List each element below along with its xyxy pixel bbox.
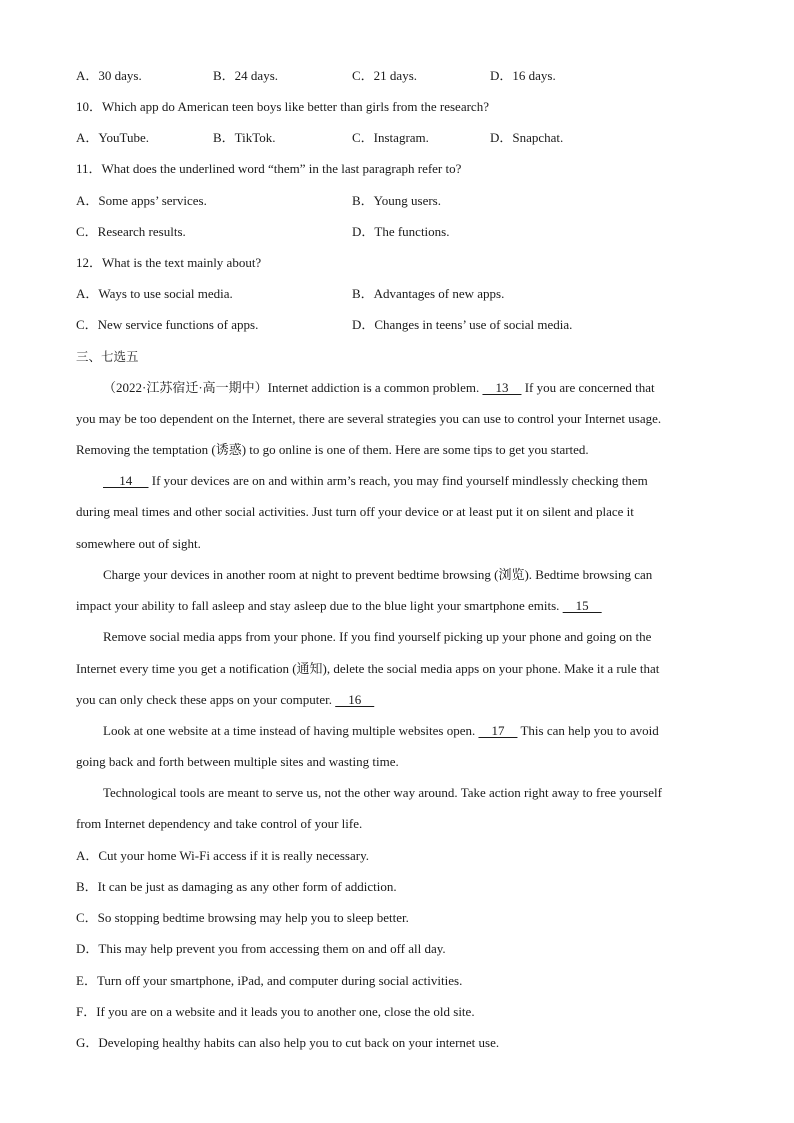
q10-option-a: A．YouTube. xyxy=(76,130,149,145)
choice-c: C．So stopping bedtime browsing may help you to sleep better. xyxy=(76,910,409,925)
q12-option-d: D．Changes in teens’ use of social media. xyxy=(352,317,573,332)
passage-p4-line2: Internet every time you get a notification (通知), delete the social media apps on your phone. Make it a rule that xyxy=(76,661,660,676)
passage-text: This can help you to avoid xyxy=(517,723,659,738)
passage-text: If you are concerned that xyxy=(521,380,655,395)
passage-p3-line1: Charge your devices in another room at night to prevent bedtime browsing (浏览). Bedtime browsing can xyxy=(103,567,653,582)
passage-p2-line1 xyxy=(103,472,718,490)
passage-text: you can only check these apps on your computer. xyxy=(76,692,336,707)
blank-17[interactable]: 17 xyxy=(478,723,518,738)
q10-option-c: C．Instagram. xyxy=(352,130,429,145)
section-title: 三、七选五 xyxy=(76,349,139,364)
passage-p3-line2 xyxy=(76,597,718,615)
choice-g: G．Developing healthy habits can also help you to cut back on your internet use. xyxy=(76,1035,500,1050)
q12-option-c: C．New service functions of apps. xyxy=(76,317,259,332)
passage-p4-line3 xyxy=(76,691,718,709)
blank-14[interactable]: 14 xyxy=(103,473,149,488)
q9-option-d: D．16 days. xyxy=(490,68,556,83)
passage-p5-line1 xyxy=(103,722,718,740)
q12-stem: 12．What is the text mainly about? xyxy=(76,255,262,270)
passage-p2-line2: during meal times and other social activities. Just turn off your device or at least put it on silent and place it xyxy=(76,504,634,519)
choice-b: B．It can be just as damaging as any other form of addiction. xyxy=(76,879,397,894)
q11-option-d: D．The functions. xyxy=(352,224,450,239)
q9-option-c: C．21 days. xyxy=(352,68,418,83)
q11-option-a: A．Some apps’ services. xyxy=(76,193,207,208)
choice-d: D．This may help prevent you from accessing them on and off all day. xyxy=(76,941,446,956)
q10-stem: 10．Which app do American teen boys like better than girls from the research? xyxy=(76,99,489,114)
passage-p1-line2: you may be too dependent on the Internet, there are several strategies you can use to control your Internet usage. xyxy=(76,411,662,426)
q11-option-b: B．Young users. xyxy=(352,193,441,208)
choice-f: F．If you are on a website and it leads you to another one, close the old site. xyxy=(76,1004,475,1019)
q9-option-b: B．24 days. xyxy=(213,68,279,83)
choice-e: E．Turn off your smartphone, iPad, and computer during social activities. xyxy=(76,973,463,988)
q11-option-c: C．Research results. xyxy=(76,224,186,239)
q11-stem: 11．What does the underlined word “them” in the last paragraph refer to? xyxy=(76,161,462,176)
q12-option-a: A．Ways to use social media. xyxy=(76,286,233,301)
blank-16[interactable]: 16 xyxy=(335,692,375,707)
passage-text: Look at one website at a time instead of having multiple websites open. xyxy=(103,723,479,738)
passage-p1-line3: Removing the temptation (诱惑) to go online is one of them. Here are some tips to get you started. xyxy=(76,442,589,457)
passage-p6-line2: from Internet dependency and take control of your life. xyxy=(76,816,363,831)
choice-a: A．Cut your home Wi-Fi access if it is really necessary. xyxy=(76,848,369,863)
passage-p5-line2: going back and forth between multiple sites and wasting time. xyxy=(76,754,399,769)
passage-p4-line1: Remove social media apps from your phone. If you find yourself picking up your phone and going on the xyxy=(103,629,652,644)
blank-13[interactable]: 13 xyxy=(482,380,522,395)
passage-p1-line1 xyxy=(103,379,718,397)
q12-option-b: B．Advantages of new apps. xyxy=(352,286,505,301)
blank-15[interactable]: 15 xyxy=(562,598,602,613)
q10-option-d: D．Snapchat. xyxy=(490,130,564,145)
passage-p6-line1: Technological tools are meant to serve us, not the other way around. Take action right away to free yourself xyxy=(103,785,662,800)
q9-option-a: A．30 days. xyxy=(76,68,142,83)
passage-text: impact your ability to fall asleep and stay asleep due to the blue light your smartphone emits. xyxy=(76,598,563,613)
passage-text: （2022·江苏宿迁·高一期中）Internet addiction is a common problem. xyxy=(103,380,483,395)
passage-p2-line3: somewhere out of sight. xyxy=(76,536,201,551)
q10-option-b: B．TikTok. xyxy=(213,130,276,145)
passage-text: If your devices are on and within arm’s reach, you may find yourself mindlessly checking them xyxy=(148,473,648,488)
